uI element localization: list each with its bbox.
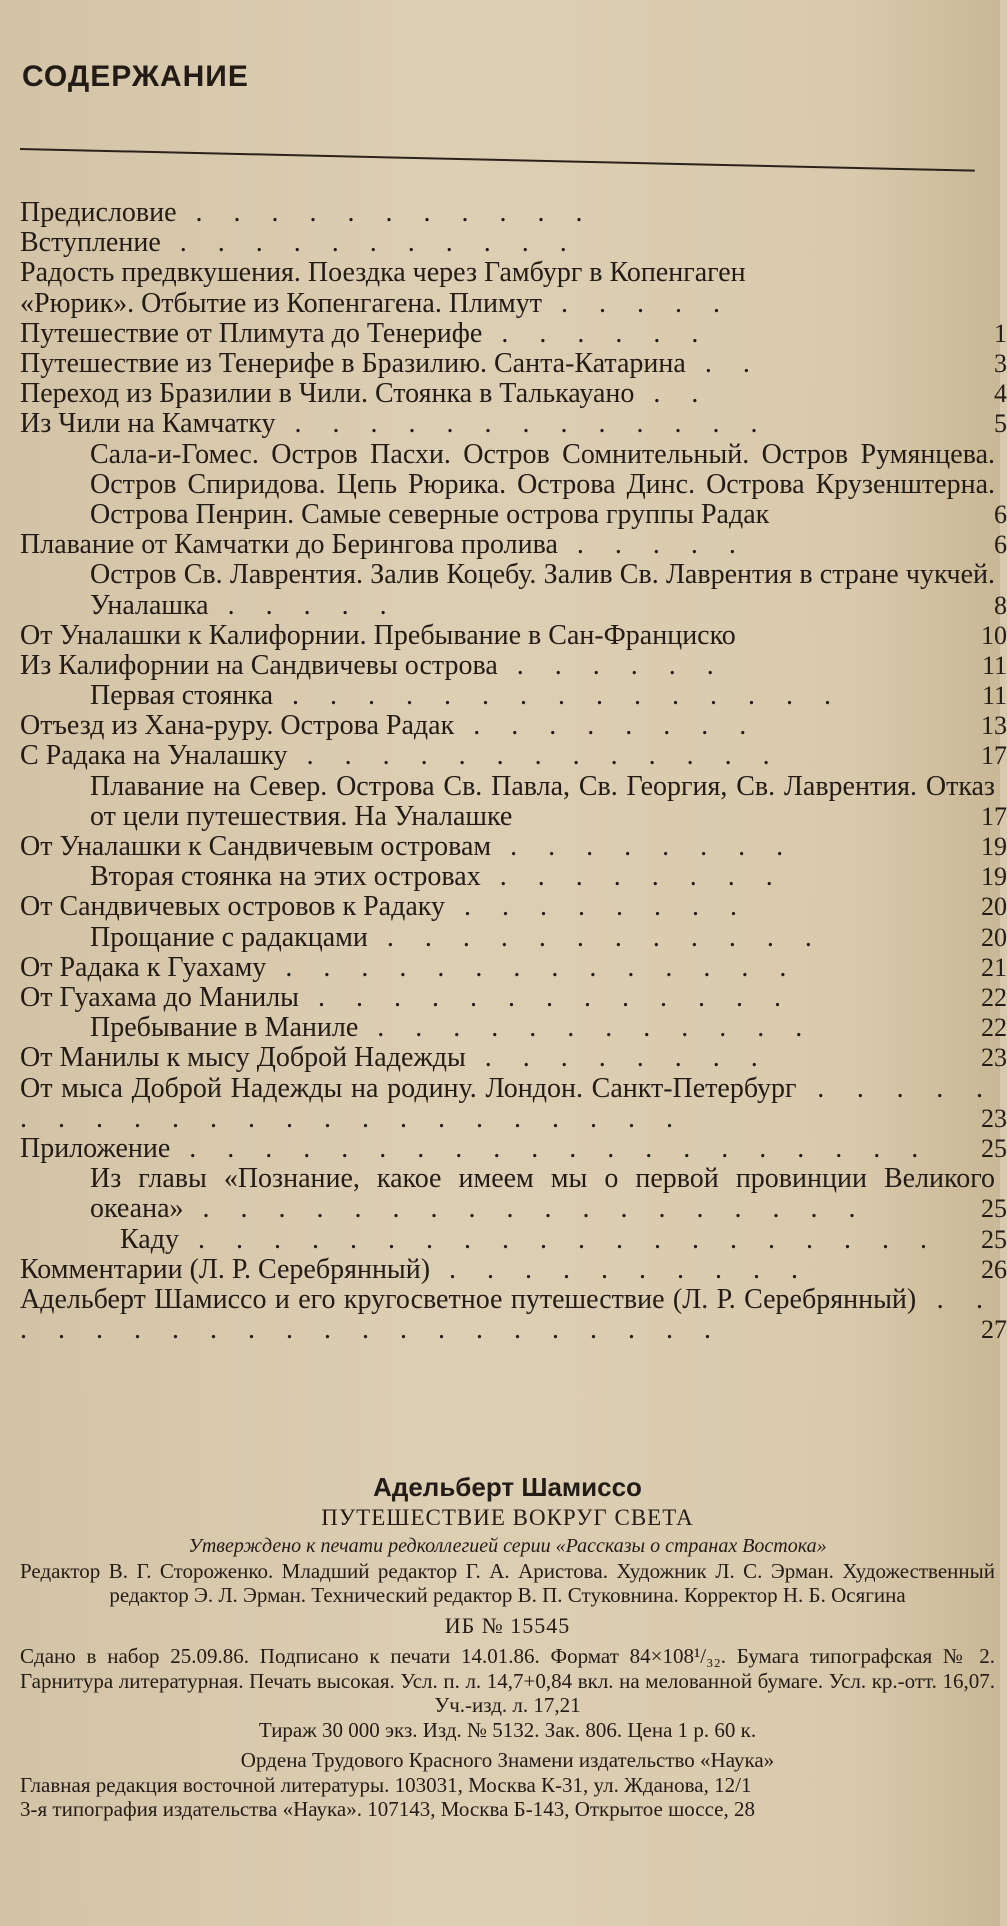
- toc-entry: [20, 831, 1007, 863]
- table-of-contents: [20, 197, 1007, 1346]
- toc-leader-dots: . . . . . . . .: [491, 831, 796, 863]
- imprint-ib-number: ИБ № 15545: [444, 1612, 571, 1638]
- toc-entry-title: Плавание на Север. Острова Св. Павла, Св. Георгия, Св. Лаврентия. Отказ от цели путешествия. На Уналашке: [90, 770, 995, 832]
- toc-entry-title: Пребывание в Маниле: [90, 1012, 359, 1044]
- imprint-print-details: Сдано в набор 25.09.86. Подписано к печати 14.01.86. Формат 84×108¹/₃₂. Бумага типографская № 2. Гарнитура литературная. Печать высокая. Усл. п. л. 14,7+0,84 вкл. на мелованной бумаге. Усл. кр.-отт. 16,07. Уч.-изд. л. 17,21: [20, 1644, 995, 1717]
- toc-entry-title: Путешествие от Плимута до Тенерифе: [20, 317, 483, 349]
- toc-leader-dots: . . . . . . . .: [480, 861, 785, 893]
- toc-entry: [20, 710, 1007, 742]
- toc-entry: [20, 228, 995, 258]
- toc-page-number: 1: [994, 318, 1007, 348]
- toc-leader-dots: . . . . . . . . . . . . . . . . . . . . . . .: [20, 1072, 995, 1134]
- toc-entry-title: Приложение: [20, 1132, 171, 1164]
- imprint-typography: 3-я типография издательства «Наука». 107143, Москва Б-143, Открытое шоссе, 28: [20, 1797, 755, 1821]
- toc-page-number: 17: [981, 741, 1007, 771]
- toc-leader-dots: . . . . .: [557, 529, 748, 561]
- toc-leader-dots: . . . . . . . . . . . . .: [275, 408, 770, 440]
- imprint-book-title: ПУТЕШЕСТВИЕ ВОКРУГ СВЕТА: [321, 1504, 694, 1530]
- toc-page-number: 5: [994, 409, 1007, 439]
- toc-page-number: 11: [981, 681, 1007, 711]
- toc-entry-title: От Сандвичевых островов к Радаку: [20, 891, 445, 923]
- toc-leader-dots: . . . . . . . . . . . . .: [287, 740, 782, 772]
- toc-entry: [20, 1132, 1007, 1164]
- toc-entry: [20, 1163, 1007, 1225]
- toc-entry: [20, 378, 1007, 410]
- toc-leader-dots: . . . . . . . .: [454, 710, 759, 742]
- toc-page-number: 8: [994, 590, 1007, 620]
- toc-entry-title: С Радака на Уналашку: [20, 740, 288, 772]
- toc-page-number: 22: [981, 982, 1007, 1012]
- toc-page-number: 20: [981, 892, 1007, 922]
- toc-page-number: 26: [981, 1254, 1007, 1284]
- toc-page-number: 25: [981, 1133, 1007, 1163]
- toc-page-number: 27: [981, 1315, 1007, 1345]
- toc-page-number: 4: [994, 379, 1007, 409]
- toc-entry: [20, 347, 1007, 379]
- toc-leader-dots: . . . . . . . .: [444, 891, 749, 923]
- toc-leader-dots: . . . . .: [541, 287, 732, 319]
- toc-entry: [20, 619, 1007, 651]
- toc-entry-title: Плавание от Камчатки до Берингова пролива: [20, 529, 558, 561]
- toc-leader-dots: . .: [685, 347, 762, 379]
- toc-leader-dots: . . . . . . . . . . . . . . . . . . . . .: [20, 1283, 996, 1346]
- toc-page-number: 20: [981, 922, 1007, 952]
- toc-entry-title: Вторая стоянка на этих островах: [90, 861, 481, 893]
- toc-page-number: 11: [981, 650, 1007, 680]
- toc-entry-title: Предисловие: [20, 197, 177, 228]
- toc-page-number: 23: [981, 1043, 1007, 1073]
- imprint-author: Адельберт Шамиссо: [373, 1472, 642, 1502]
- toc-page-number: 25: [981, 1224, 1007, 1254]
- toc-page-number: 25: [981, 1194, 1007, 1224]
- toc-leader-dots: . . . . . . . . . . . .: [358, 1012, 815, 1044]
- toc-leader-dots: . . . . . . . . . . . . . .: [266, 951, 799, 983]
- toc-leader-dots: . . . . . . . . . . .: [176, 197, 595, 228]
- toc-leader-dots: . . . . . .: [497, 649, 726, 681]
- toc-leader-dots: . . . . . . . . . . .: [160, 227, 579, 259]
- toc-entry: [20, 1042, 1007, 1074]
- toc-entry-title: «Рюрик». Отбытие из Копенгагена. Плимут: [20, 287, 542, 319]
- toc-entry: [20, 861, 1007, 893]
- toc-entry: [20, 559, 1007, 621]
- toc-entry: [20, 1072, 1007, 1134]
- toc-leader-dots: . . . . . . . . . . . . . . . . . . . .: [170, 1132, 931, 1164]
- toc-entry: [20, 258, 995, 288]
- toc-entry: [20, 680, 1007, 712]
- toc-entry-title: Из Чили на Камчатку: [20, 408, 276, 440]
- imprint-run: Тираж 30 000 экз. Изд. № 5132. Зак. 806. Цена 1 р. 60 к.: [258, 1717, 757, 1742]
- toc-entry-title: Каду: [120, 1223, 179, 1255]
- toc-entry: [20, 770, 1007, 832]
- toc-entry: [20, 981, 1007, 1013]
- toc-entry-title: Радость предвкушения. Поездка через Гамбург в Копенгаген: [20, 257, 746, 289]
- toc-leader-dots: . . . . . . . . . . . . . . . . . . . .: [178, 1223, 939, 1255]
- toc-entry-title: От мыса Доброй Надежды на родину. Лондон. Санкт-Петербург: [20, 1072, 797, 1104]
- toc-entry-title: Переход из Бразилии в Чили. Стоянка в Талькауано: [20, 378, 635, 410]
- toc-entry-title: Из Калифорнии на Сандвичевы острова: [20, 649, 498, 681]
- toc-leader-dots: . . . . . .: [482, 317, 711, 349]
- toc-entry-title: Первая стоянка: [90, 680, 274, 712]
- toc-page-number: 19: [981, 832, 1007, 862]
- toc-leader-dots: . . . . . . . .: [465, 1042, 770, 1074]
- toc-page-number: 19: [981, 862, 1007, 892]
- imprint-block: [20, 1472, 995, 1822]
- toc-entry: [20, 408, 1007, 440]
- toc-entry-title: Вступление: [20, 227, 161, 259]
- toc-entry: [20, 289, 995, 319]
- toc-entry-title: Комментарии (Л. Р. Серебрянный): [20, 1253, 431, 1285]
- toc-entry-title: От Манилы к мысу Доброй Надежды: [20, 1042, 466, 1074]
- imprint-editors: Редактор В. Г. Стороженко. Младший редактор Г. А. Аристова. Художник Л. С. Эрман. Художественный редактор Э. Л. Эрман. Технический редактор В. П. Стуковнина. Корректор Н. Б. Осягина: [20, 1558, 995, 1607]
- toc-entry: [20, 1012, 1007, 1044]
- imprint-publisher: Ордена Трудового Красного Знамени издательство «Наука»: [240, 1748, 775, 1772]
- toc-page-number: 22: [981, 1013, 1007, 1043]
- toc-entry-title: Адельберт Шамиссо и его кругосветное путешествие (Л. Р. Серебрянный): [20, 1283, 917, 1315]
- imprint-redaction: Главная редакция восточной литературы. 103031, Москва К-31, ул. Жданова, 12/1: [20, 1772, 752, 1797]
- toc-page-number: 23: [981, 1103, 1007, 1133]
- toc-entry: [20, 529, 1007, 561]
- toc-leader-dots: . .: [634, 378, 711, 410]
- heading-rule: [20, 148, 975, 172]
- toc-entry-title: Прощание с радакцами: [90, 921, 368, 953]
- toc-entry: [20, 740, 1007, 772]
- toc-leader-dots: . . . . . . . . . . . . .: [298, 981, 793, 1013]
- toc-page-number: 6: [994, 530, 1007, 560]
- toc-leader-dots: . . . . .: [208, 589, 399, 621]
- toc-entry: [20, 1283, 1007, 1346]
- toc-entry: [20, 951, 1007, 983]
- toc-entry: [20, 1253, 1007, 1285]
- imprint-approval: Утверждено к печати редколлегией серии «Рассказы о странах Востока»: [188, 1535, 827, 1557]
- toc-entry-title: От Гуахама до Манилы: [20, 981, 299, 1013]
- toc-entry-title: Путешествие из Тенерифе в Бразилию. Санта-Катарина: [20, 347, 686, 379]
- toc-page-number: 3: [994, 348, 1007, 378]
- toc-page-number: 13: [981, 711, 1007, 741]
- toc-leader-dots: . . . . . . . . . .: [430, 1253, 811, 1285]
- page-title: СОДЕРЖАНИЕ: [22, 60, 249, 93]
- toc-entry-title: От Радака к Гуахаму: [20, 951, 267, 983]
- toc-entry: [20, 891, 1007, 923]
- toc-entry: [20, 649, 1007, 681]
- toc-entry: [20, 1223, 1007, 1255]
- toc-page-number: 10: [981, 620, 1007, 650]
- toc-entry-title: От Уналашки к Калифорнии. Пребывание в Сан-Франциско: [20, 619, 736, 651]
- toc-entry: [20, 438, 1007, 531]
- toc-leader-dots: . . . . . . . . . . . . . . .: [273, 680, 844, 712]
- toc-leader-dots: . . . . . . . . . . . . . . . . . .: [183, 1193, 868, 1225]
- toc-entry-title: От Уналашки к Сандвичевым островам: [20, 831, 492, 863]
- toc-leader-dots: . . . . . . . . . . . .: [367, 921, 824, 953]
- toc-entry-title: Остров Св. Лаврентия. Залив Коцебу. Залив Св. Лаврентия в стране чукчей. Уналашка: [90, 559, 995, 621]
- toc-entry: [20, 921, 1007, 953]
- toc-entry: [20, 198, 995, 228]
- toc-page-number: 21: [981, 952, 1007, 982]
- toc-page-number: 17: [981, 801, 1007, 831]
- toc-entry-title: Из главы «Познание, какое имеем мы о первой провинции Великого океана»: [90, 1163, 995, 1225]
- toc-entry-title: Сала-и-Гомес. Остров Пасхи. Остров Сомнительный. Остров Румянцева. Остров Спиридова. Цепь Рюрика. Острова Динс. Острова Крузенштерна. Острова Пенрин. Самые северные острова группы Радак: [90, 438, 995, 530]
- toc-entry: [20, 317, 1007, 349]
- toc-entry-title: Отъезд из Хана-руру. Острова Радак: [20, 710, 455, 742]
- toc-page-number: 6: [994, 499, 1007, 529]
